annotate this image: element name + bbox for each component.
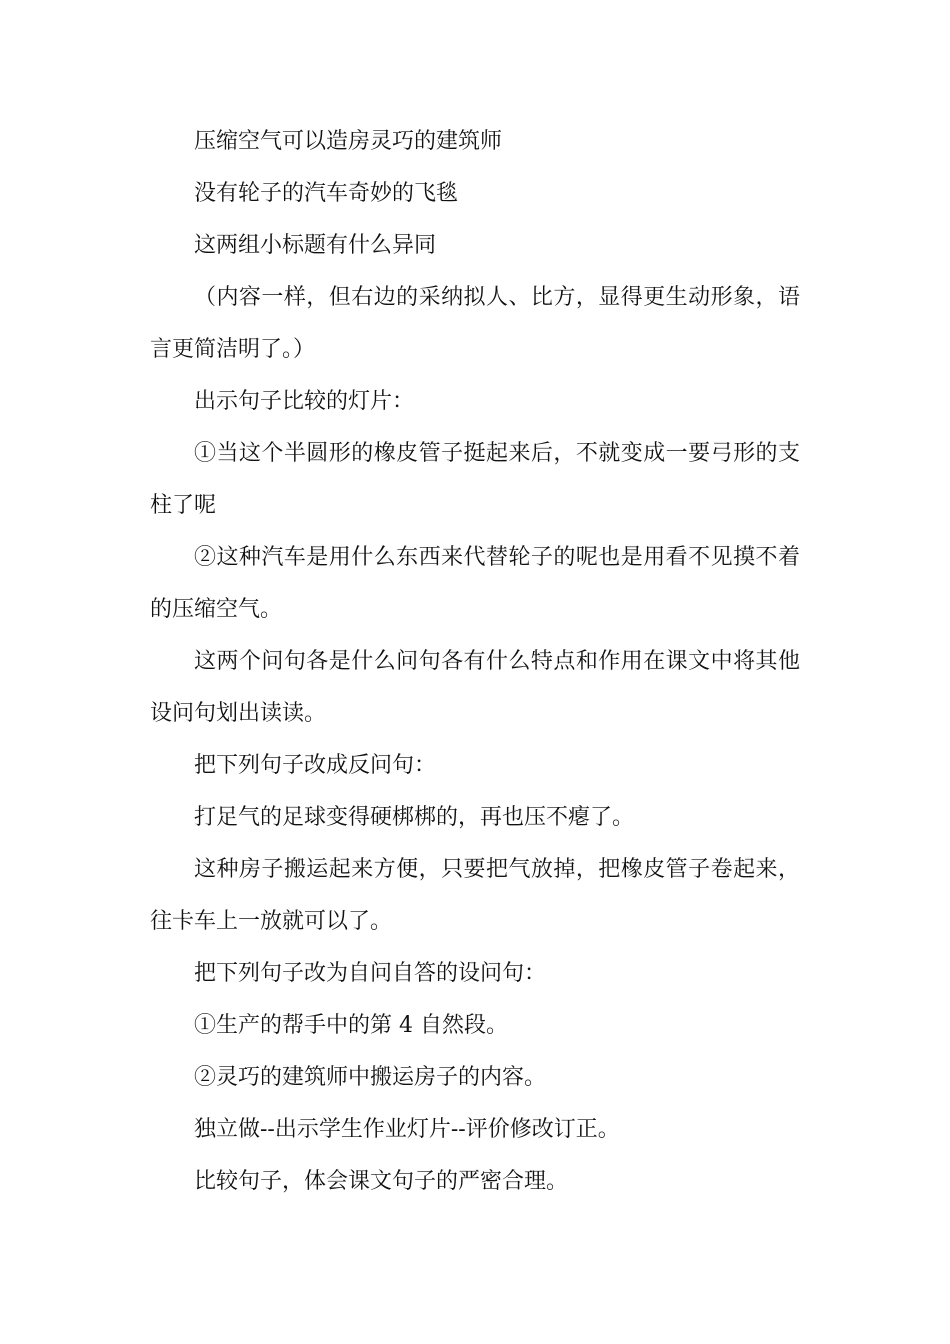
paragraph-15: 独立做--出示学生作业灯片--评价修改订正。	[194, 1117, 620, 1142]
paragraph-3: 这两组小标题有什么异同	[194, 233, 437, 258]
paragraph-5: 出示句子比较的灯片：	[194, 389, 415, 414]
paragraph-8: 这两个问句各是什么问句各有什么特点和作用在课文中将其他设问句划出读读。	[150, 649, 800, 726]
paragraph-6: ①当这个半圆形的橡皮管子挺起来后，不就变成一要弓形的支柱了呢	[150, 441, 800, 518]
paragraph-2: 没有轮子的汽车奇妙的飞毯	[194, 181, 459, 206]
paragraph-7: ②这种汽车是用什么东西来代替轮子的呢也是用看不见摸不着的压缩空气。	[150, 545, 800, 622]
paragraph-10: 打足气的足球变得硬梆梆的，再也压不瘪了。	[194, 805, 635, 830]
paragraph-16: 比较句子，体会课文句子的严密合理。	[194, 1169, 569, 1194]
paragraph-12: 把下列句子改为自问自答的设问句：	[194, 961, 547, 986]
paragraph-4: （内容一样，但右边的采纳拟人、比方，显得更生动形象，语言更简洁明了。）	[150, 285, 800, 362]
paragraph-11: 这种房子搬运起来方便，只要把气放掉，把橡皮管子卷起来，往卡车上一放就可以了。	[150, 857, 800, 934]
paragraph-13: ①生产的帮手中的第 4 自然段。	[194, 1013, 508, 1038]
paragraph-1: 压缩空气可以造房灵巧的建筑师	[194, 129, 503, 154]
paragraph-14: ②灵巧的建筑师中搬运房子的内容。	[194, 1065, 547, 1090]
paragraph-9: 把下列句子改成反问句：	[194, 753, 437, 778]
